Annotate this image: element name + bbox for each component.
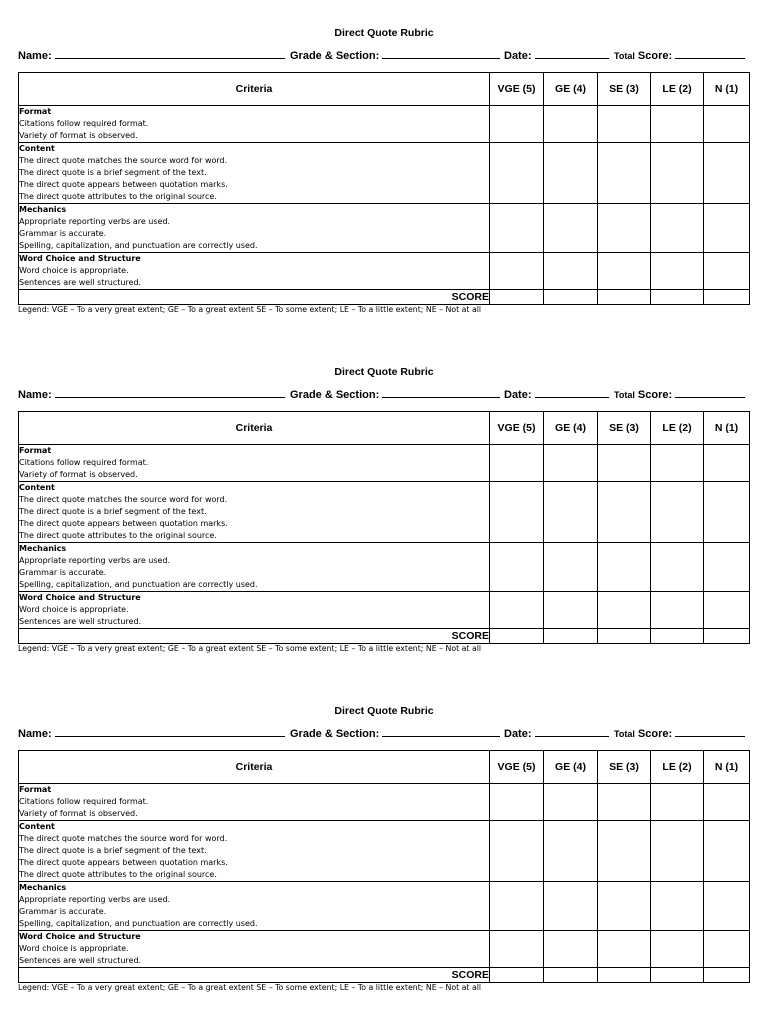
rating-cell[interactable] <box>651 204 704 253</box>
criteria-heading: Mechanics <box>19 205 67 214</box>
rating-cell[interactable] <box>651 482 704 543</box>
level-header: GE (4) <box>544 73 598 106</box>
rating-cell[interactable] <box>490 445 544 482</box>
legend: Legend: VGE – To a very great extent; GE – To a great extent SE – To some extent; LE – To a little extent; NE – Not at all <box>18 983 482 992</box>
score-label: Score: <box>637 50 673 62</box>
grade-section-field[interactable] <box>290 387 500 401</box>
score-cell[interactable] <box>490 629 544 644</box>
criteria-item: Word choice is appropriate. <box>19 605 129 614</box>
date-blank[interactable] <box>535 48 609 59</box>
criteria-item: Sentences are well structured. <box>19 617 142 626</box>
criteria-item: Citations follow required format. <box>19 797 149 806</box>
criteria-cell <box>19 543 490 592</box>
rating-cell[interactable] <box>490 143 544 204</box>
criteria-header: Criteria <box>19 73 490 106</box>
rating-cell[interactable] <box>490 204 544 253</box>
criteria-heading: Mechanics <box>19 544 67 553</box>
rating-cell[interactable] <box>598 143 651 204</box>
rating-cell[interactable] <box>651 784 704 821</box>
criteria-row <box>19 253 750 290</box>
rubric-table <box>18 72 750 305</box>
rating-cell[interactable] <box>598 931 651 968</box>
criteria-cell <box>19 143 490 204</box>
level-header: VGE (5) <box>490 73 544 106</box>
rating-cell[interactable] <box>598 204 651 253</box>
criteria-row <box>19 784 750 821</box>
criteria-row <box>19 445 750 482</box>
criteria-item: Spelling, capitalization, and punctuation are correctly used. <box>19 919 258 928</box>
criteria-item: Spelling, capitalization, and punctuation are correctly used. <box>19 580 258 589</box>
criteria-cell <box>19 931 490 968</box>
rating-cell[interactable] <box>490 882 544 931</box>
rating-cell[interactable] <box>544 106 598 143</box>
criteria-row <box>19 482 750 543</box>
score-label: Score: <box>637 389 673 401</box>
score-cell[interactable] <box>651 968 704 983</box>
name-label: Name: <box>18 50 52 62</box>
rating-cell[interactable] <box>544 543 598 592</box>
score-cell[interactable] <box>544 968 598 983</box>
criteria-row <box>19 882 750 931</box>
rating-cell[interactable] <box>598 445 651 482</box>
rating-cell[interactable] <box>651 445 704 482</box>
score-cell[interactable] <box>651 290 704 305</box>
criteria-item: The direct quote attributes to the original source. <box>19 531 217 540</box>
date-field[interactable] <box>504 726 609 740</box>
grade-section-label: Grade & Section: <box>290 389 380 401</box>
rating-cell[interactable] <box>651 106 704 143</box>
level-header: GE (4) <box>544 412 598 445</box>
rating-cell[interactable] <box>704 931 750 968</box>
level-header: SE (3) <box>598 751 651 784</box>
score-row <box>19 968 750 983</box>
level-header: VGE (5) <box>490 751 544 784</box>
name-blank[interactable] <box>55 726 285 737</box>
header-fields <box>18 387 750 401</box>
grade-section-blank[interactable] <box>382 387 500 398</box>
criteria-heading: Content <box>19 483 55 492</box>
criteria-item: Grammar is accurate. <box>19 907 107 916</box>
score-cell[interactable] <box>704 290 750 305</box>
criteria-item: The direct quote is a brief segment of the text. <box>19 507 207 516</box>
rating-cell[interactable] <box>490 543 544 592</box>
grade-section-blank[interactable] <box>382 726 500 737</box>
criteria-cell <box>19 445 490 482</box>
rubric-title: Direct Quote Rubric <box>334 27 434 39</box>
rating-cell[interactable] <box>490 821 544 882</box>
criteria-heading: Content <box>19 822 55 831</box>
header-row <box>19 751 750 784</box>
rating-cell[interactable] <box>651 143 704 204</box>
date-label: Date: <box>504 728 532 740</box>
score-cell[interactable] <box>544 629 598 644</box>
name-label: Name: <box>18 389 52 401</box>
rating-cell[interactable] <box>598 821 651 882</box>
criteria-item: Variety of format is observed. <box>19 470 138 479</box>
criteria-item: The direct quote is a brief segment of the text. <box>19 168 207 177</box>
name-field[interactable] <box>18 387 285 401</box>
rubric-title: Direct Quote Rubric <box>334 366 434 378</box>
total-score-blank[interactable] <box>675 726 745 737</box>
criteria-item: Appropriate reporting verbs are used. <box>19 895 171 904</box>
rating-cell[interactable] <box>490 784 544 821</box>
score-cell[interactable] <box>598 290 651 305</box>
criteria-item: The direct quote attributes to the original source. <box>19 192 217 201</box>
rating-cell[interactable] <box>598 784 651 821</box>
score-label: Score: <box>637 728 673 740</box>
criteria-header: Criteria <box>19 751 490 784</box>
criteria-item: The direct quote appears between quotation marks. <box>19 519 228 528</box>
rating-cell[interactable] <box>704 482 750 543</box>
criteria-item: Variety of format is observed. <box>19 809 138 818</box>
rating-cell[interactable] <box>544 784 598 821</box>
rating-cell[interactable] <box>651 543 704 592</box>
header-row <box>19 73 750 106</box>
rating-cell[interactable] <box>490 482 544 543</box>
criteria-cell <box>19 482 490 543</box>
score-cell[interactable] <box>704 968 750 983</box>
criteria-item: The direct quote appears between quotation marks. <box>19 858 228 867</box>
total-score-field[interactable] <box>614 387 745 401</box>
criteria-header: Criteria <box>19 412 490 445</box>
name-field[interactable] <box>18 48 285 62</box>
total-score-field[interactable] <box>614 726 745 740</box>
rating-cell[interactable] <box>544 482 598 543</box>
criteria-item: Variety of format is observed. <box>19 131 138 140</box>
rating-cell[interactable] <box>490 592 544 629</box>
rating-cell[interactable] <box>490 253 544 290</box>
criteria-heading: Mechanics <box>19 883 67 892</box>
score-row <box>19 290 750 305</box>
rating-cell[interactable] <box>544 204 598 253</box>
rating-cell[interactable] <box>598 253 651 290</box>
rating-cell[interactable] <box>704 592 750 629</box>
criteria-item: The direct quote matches the source word for word. <box>19 834 228 843</box>
rating-cell[interactable] <box>704 821 750 882</box>
rating-cell[interactable] <box>598 482 651 543</box>
level-header: SE (3) <box>598 73 651 106</box>
criteria-item: Sentences are well structured. <box>19 956 142 965</box>
rating-cell[interactable] <box>598 882 651 931</box>
header-row <box>19 412 750 445</box>
level-header: LE (2) <box>651 412 704 445</box>
criteria-row <box>19 931 750 968</box>
rating-cell[interactable] <box>704 106 750 143</box>
level-header: N (1) <box>704 751 750 784</box>
rating-cell[interactable] <box>544 821 598 882</box>
criteria-cell <box>19 784 490 821</box>
criteria-item: The direct quote attributes to the original source. <box>19 870 217 879</box>
criteria-heading: Format <box>19 107 52 116</box>
criteria-cell <box>19 253 490 290</box>
score-cell[interactable] <box>490 968 544 983</box>
criteria-heading: Format <box>19 446 52 455</box>
total-score-blank[interactable] <box>675 387 745 398</box>
rating-cell[interactable] <box>704 784 750 821</box>
criteria-row <box>19 106 750 143</box>
level-header: N (1) <box>704 412 750 445</box>
rubric-copy <box>0 0 768 340</box>
criteria-item: Word choice is appropriate. <box>19 944 129 953</box>
score-cell[interactable] <box>651 629 704 644</box>
rating-cell[interactable] <box>704 253 750 290</box>
criteria-heading: Format <box>19 785 52 794</box>
total-label: Total <box>614 51 635 61</box>
legend: Legend: VGE – To a very great extent; GE – To a great extent SE – To some extent; LE – To a little extent; NE – Not at all <box>18 644 482 653</box>
total-label: Total <box>614 729 635 739</box>
criteria-heading: Word Choice and Structure <box>19 254 141 263</box>
criteria-row <box>19 592 750 629</box>
rating-cell[interactable] <box>704 543 750 592</box>
criteria-item: The direct quote is a brief segment of the text. <box>19 846 207 855</box>
date-blank[interactable] <box>535 726 609 737</box>
score-cell[interactable] <box>490 290 544 305</box>
rating-cell[interactable] <box>651 821 704 882</box>
date-field[interactable] <box>504 48 609 62</box>
criteria-item: The direct quote matches the source word for word. <box>19 495 228 504</box>
rating-cell[interactable] <box>598 106 651 143</box>
criteria-item: Citations follow required format. <box>19 458 149 467</box>
criteria-item: Spelling, capitalization, and punctuation are correctly used. <box>19 241 258 250</box>
rubric-title: Direct Quote Rubric <box>334 705 434 717</box>
criteria-heading: Word Choice and Structure <box>19 932 141 941</box>
criteria-row <box>19 143 750 204</box>
criteria-item: Appropriate reporting verbs are used. <box>19 217 171 226</box>
level-header: GE (4) <box>544 751 598 784</box>
rating-cell[interactable] <box>544 253 598 290</box>
name-blank[interactable] <box>55 387 285 398</box>
score-cell[interactable] <box>544 290 598 305</box>
rating-cell[interactable] <box>544 143 598 204</box>
criteria-cell <box>19 882 490 931</box>
name-label: Name: <box>18 728 52 740</box>
criteria-item: Grammar is accurate. <box>19 568 107 577</box>
criteria-heading: Content <box>19 144 55 153</box>
criteria-item: Grammar is accurate. <box>19 229 107 238</box>
criteria-item: Citations follow required format. <box>19 119 149 128</box>
grade-section-label: Grade & Section: <box>290 728 380 740</box>
date-blank[interactable] <box>535 387 609 398</box>
rating-cell[interactable] <box>651 592 704 629</box>
rating-cell[interactable] <box>544 882 598 931</box>
rating-cell[interactable] <box>704 882 750 931</box>
total-score-blank[interactable] <box>675 48 745 59</box>
rating-cell[interactable] <box>651 931 704 968</box>
criteria-heading: Word Choice and Structure <box>19 593 141 602</box>
rubric-copy <box>0 339 768 679</box>
rating-cell[interactable] <box>651 882 704 931</box>
criteria-cell <box>19 204 490 253</box>
score-row-label: SCORE <box>19 290 490 305</box>
score-cell[interactable] <box>598 968 651 983</box>
date-field[interactable] <box>504 387 609 401</box>
rating-cell[interactable] <box>651 253 704 290</box>
criteria-item: Word choice is appropriate. <box>19 266 129 275</box>
date-label: Date: <box>504 50 532 62</box>
legend: Legend: VGE – To a very great extent; GE – To a great extent SE – To some extent; LE – To a little extent; NE – Not at all <box>18 305 482 314</box>
total-label: Total <box>614 390 635 400</box>
rubric-copy <box>0 678 768 1018</box>
rating-cell[interactable] <box>704 445 750 482</box>
rating-cell[interactable] <box>544 445 598 482</box>
score-row-label: SCORE <box>19 968 490 983</box>
score-cell[interactable] <box>598 629 651 644</box>
level-header: SE (3) <box>598 412 651 445</box>
grade-section-field[interactable] <box>290 48 500 62</box>
criteria-row <box>19 204 750 253</box>
name-field[interactable] <box>18 726 285 740</box>
rating-cell[interactable] <box>544 931 598 968</box>
header-fields <box>18 48 750 62</box>
rubric-table <box>18 750 750 983</box>
rating-cell[interactable] <box>490 106 544 143</box>
name-blank[interactable] <box>55 48 285 59</box>
criteria-cell <box>19 821 490 882</box>
level-header: LE (2) <box>651 73 704 106</box>
date-label: Date: <box>504 389 532 401</box>
criteria-row <box>19 543 750 592</box>
score-row-label: SCORE <box>19 629 490 644</box>
total-score-field[interactable] <box>614 48 745 62</box>
grade-section-blank[interactable] <box>382 48 500 59</box>
rating-cell[interactable] <box>704 143 750 204</box>
rating-cell[interactable] <box>544 592 598 629</box>
level-header: VGE (5) <box>490 412 544 445</box>
criteria-item: The direct quote appears between quotation marks. <box>19 180 228 189</box>
rating-cell[interactable] <box>704 204 750 253</box>
criteria-cell <box>19 106 490 143</box>
level-header: LE (2) <box>651 751 704 784</box>
grade-section-label: Grade & Section: <box>290 50 380 62</box>
rating-cell[interactable] <box>490 931 544 968</box>
criteria-item: The direct quote matches the source word for word. <box>19 156 228 165</box>
rating-cell[interactable] <box>598 543 651 592</box>
header-fields <box>18 726 750 740</box>
level-header: N (1) <box>704 73 750 106</box>
criteria-cell <box>19 592 490 629</box>
grade-section-field[interactable] <box>290 726 500 740</box>
criteria-row <box>19 821 750 882</box>
score-cell[interactable] <box>704 629 750 644</box>
rating-cell[interactable] <box>598 592 651 629</box>
score-row <box>19 629 750 644</box>
rubric-table <box>18 411 750 644</box>
criteria-item: Appropriate reporting verbs are used. <box>19 556 171 565</box>
criteria-item: Sentences are well structured. <box>19 278 142 287</box>
